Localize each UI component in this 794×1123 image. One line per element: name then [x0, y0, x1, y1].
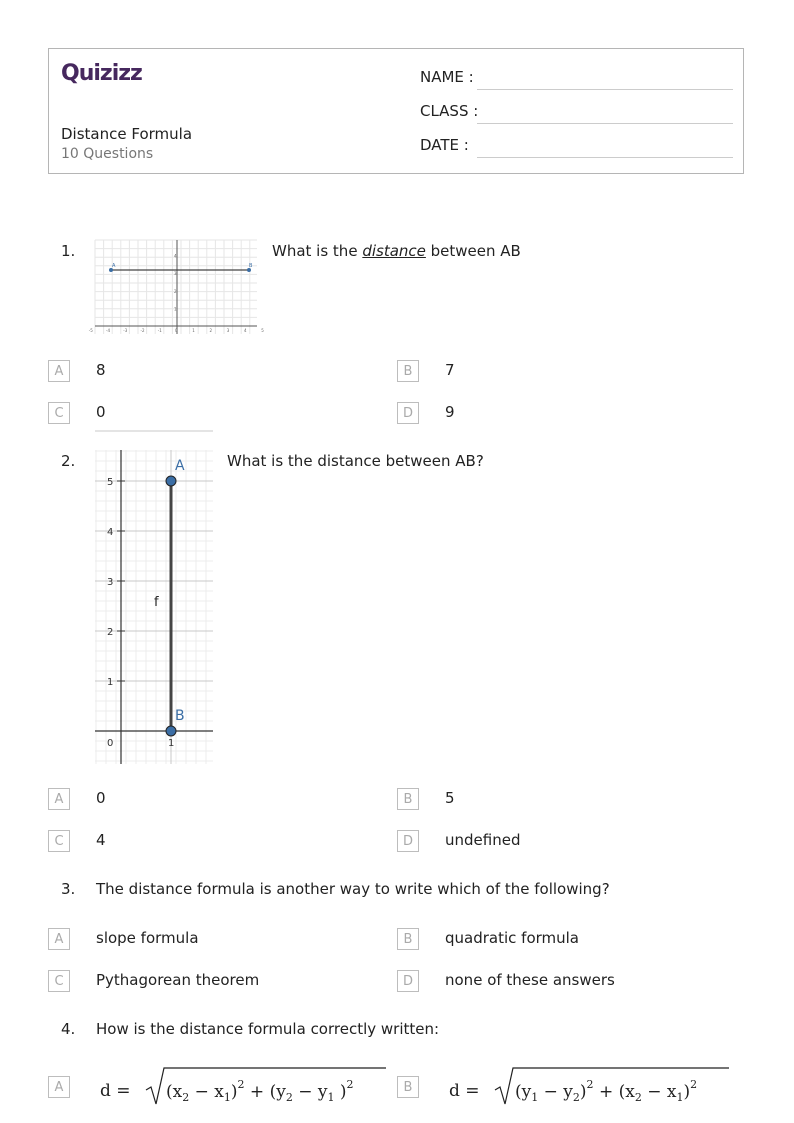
- x-tick-label: 1: [168, 738, 175, 749]
- option-b-box[interactable]: B: [397, 1076, 419, 1098]
- date-field[interactable]: [477, 157, 733, 158]
- worksheet-subtitle: 10 Questions: [61, 146, 154, 162]
- point-a-label: A: [112, 263, 116, 269]
- y-tick-label: 3: [174, 271, 177, 277]
- option-d-text[interactable]: 9: [445, 403, 455, 421]
- question-text: How is the distance formula correctly written:: [96, 1020, 440, 1038]
- x-tick-label: -1: [157, 328, 162, 333]
- name-field[interactable]: [477, 89, 733, 90]
- y-tick-label: 2: [107, 627, 114, 638]
- worksheet-title: Distance Formula: [61, 125, 193, 143]
- option-a-formula[interactable]: [98, 1064, 390, 1108]
- option-c-box[interactable]: C: [48, 970, 70, 992]
- question-text: What is the distance between AB?: [227, 452, 484, 470]
- x-tick-label: -3: [123, 328, 128, 333]
- date-label: DATE :: [420, 136, 469, 154]
- option-c-box[interactable]: C: [48, 830, 70, 852]
- option-a-text[interactable]: 0: [96, 789, 106, 807]
- option-d-text[interactable]: none of these answers: [445, 971, 615, 989]
- point-b: [166, 726, 176, 736]
- x-tick-label: -5: [88, 328, 93, 333]
- x-tick-label: 2: [209, 328, 213, 333]
- option-d-box[interactable]: D: [397, 402, 419, 424]
- option-a-text[interactable]: 8: [96, 361, 106, 379]
- class-field[interactable]: [477, 123, 733, 124]
- x-tick-label: 5: [261, 328, 264, 333]
- quizizz-logo: [61, 60, 151, 88]
- x-tick-label: 4: [244, 328, 247, 333]
- y-tick-label: 3: [107, 577, 114, 588]
- option-c-text[interactable]: Pythagorean theorem: [96, 971, 260, 989]
- origin-label: 0: [107, 738, 114, 749]
- option-c-box[interactable]: C: [48, 402, 70, 424]
- option-b-text[interactable]: 7: [445, 361, 455, 379]
- option-b-box[interactable]: B: [397, 928, 419, 950]
- option-d-box[interactable]: D: [397, 830, 419, 852]
- x-tick-label: 3: [226, 328, 230, 333]
- point-a: [166, 476, 176, 486]
- y-tick-label: 2: [174, 288, 177, 294]
- option-b-box[interactable]: B: [397, 788, 419, 810]
- option-a-box[interactable]: A: [48, 928, 70, 950]
- svg-text:(y1 − y2)2 + (x2 − x1)2: $(y_1 - y_2)^2 + (x_2 - x_1)^2$: [515, 1078, 698, 1104]
- question-number: 4.: [61, 1020, 76, 1038]
- option-a-box[interactable]: A: [48, 1076, 70, 1098]
- question-1-graph: [88, 240, 264, 334]
- segment-label: f: [154, 595, 159, 610]
- x-tick-label: 0: [175, 328, 178, 333]
- option-b-text[interactable]: 5: [445, 789, 455, 807]
- class-label: CLASS :: [420, 102, 479, 120]
- y-tick-label: 4: [107, 527, 114, 538]
- option-a-box[interactable]: A: [48, 360, 70, 382]
- x-tick-label: -4: [106, 328, 110, 333]
- question-text: The distance formula is another way to write which of the following?: [96, 880, 610, 898]
- svg-text:d =: d =: [449, 1081, 480, 1101]
- svg-text:d =: d =: [100, 1081, 131, 1101]
- svg-text:(x2 − x1)2 + (y2 − y1 )2: $(x_2 - x_1)^2 + (y_2 - y_1$ )$^2$: [166, 1078, 354, 1104]
- y-tick-label: 4: [174, 253, 177, 259]
- question-number: 2.: [61, 452, 76, 470]
- option-c-text[interactable]: 4: [96, 831, 106, 849]
- y-tick-label: 1: [174, 306, 177, 312]
- option-b-text[interactable]: quadratic formula: [445, 929, 580, 947]
- question-number: 1.: [61, 242, 76, 260]
- question-text: What is the distance between AB: [272, 242, 521, 260]
- y-tick-label: 1: [107, 677, 114, 688]
- x-tick-label: 1: [192, 328, 195, 333]
- point-a-label: A: [175, 458, 185, 474]
- option-b-box[interactable]: B: [397, 360, 419, 382]
- point-b-label: B: [249, 263, 253, 269]
- name-label: NAME :: [420, 68, 474, 86]
- x-tick-label: -2: [140, 328, 145, 333]
- option-c-text[interactable]: 0: [96, 403, 106, 421]
- option-d-box[interactable]: D: [397, 970, 419, 992]
- svg-text:Quizizz: Quizizz: [61, 61, 142, 86]
- question-2-graph: [95, 450, 213, 764]
- option-b-formula[interactable]: [447, 1064, 733, 1108]
- point-b-label: B: [175, 708, 185, 724]
- option-a-box[interactable]: A: [48, 788, 70, 810]
- option-d-text[interactable]: undefined: [445, 831, 521, 849]
- y-tick-label: 5: [107, 477, 114, 488]
- option-a-text[interactable]: slope formula: [96, 929, 199, 947]
- question-number: 3.: [61, 880, 76, 898]
